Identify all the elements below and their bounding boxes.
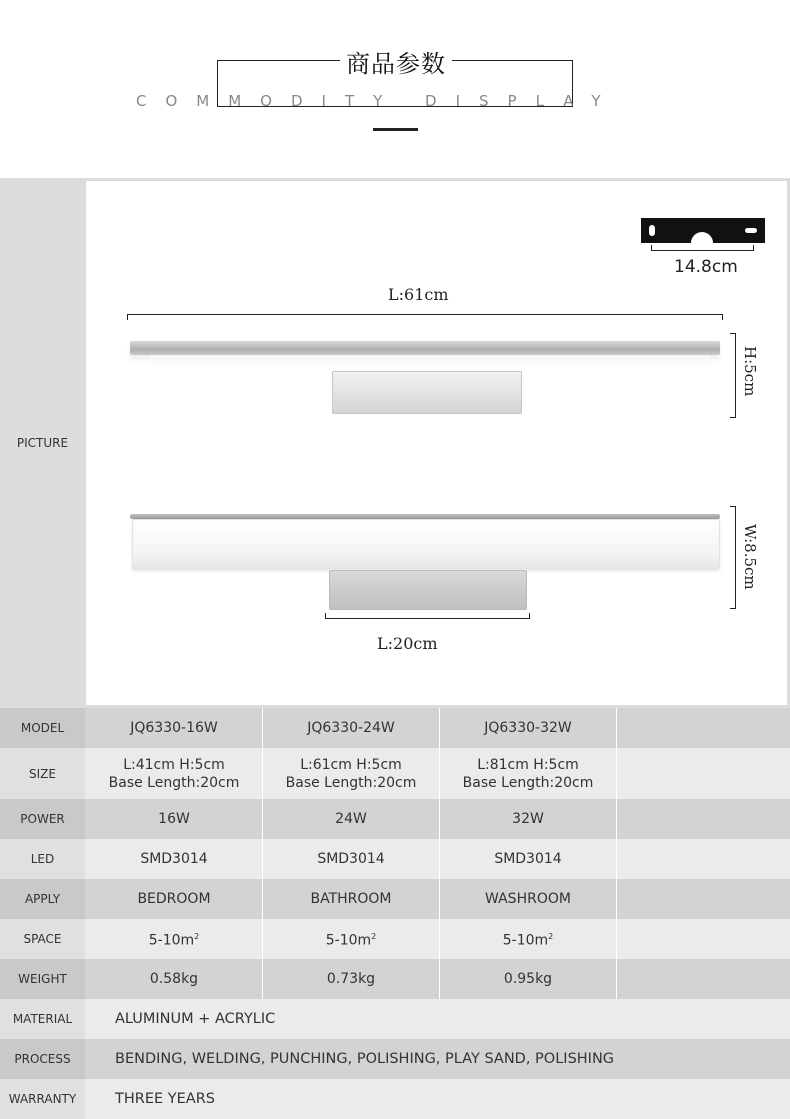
spec-cell: SMD3014: [140, 851, 208, 867]
plate-width-bracket: [651, 245, 754, 251]
spec-label: LED: [30, 852, 55, 866]
spec-label: MODEL: [20, 721, 65, 735]
spec-label: PROCESS: [14, 1052, 71, 1066]
spec-row-process: [0, 1039, 790, 1079]
spec-cell: 32W: [512, 811, 544, 827]
spec-label: WARRANTY: [8, 1092, 77, 1106]
spec-cell: 0.58kg: [149, 971, 199, 987]
spec-cell: WASHROOM: [485, 891, 571, 907]
spec-cell: JQ6330-32W: [484, 720, 572, 736]
spec-cell: $5-10m^2$: [502, 932, 554, 949]
spec-cell: SMD3014: [317, 851, 385, 867]
lamp-front-view-base: [329, 570, 527, 610]
spec-row-size: [0, 748, 790, 799]
spec-label: APPLY: [24, 892, 61, 906]
spec-cell: 24W: [335, 811, 367, 827]
spec-label: MATERIAL: [12, 1012, 73, 1026]
width-label: W:8.5cm: [741, 524, 759, 590]
spec-row-power: [0, 799, 790, 839]
section-title: 商品参数: [340, 44, 452, 79]
spec-cell: BEDROOM: [137, 891, 211, 907]
spec-cell: BATHROOM: [310, 891, 392, 907]
spec-row-led: [0, 839, 790, 879]
plate-notch: [691, 232, 713, 243]
lamp-front-view-panel: [132, 519, 720, 569]
title-underline: [373, 128, 418, 131]
base-length-label: L:20cm: [377, 634, 438, 653]
spec-value: THREE YEARS: [115, 1091, 215, 1107]
section-header: [0, 0, 790, 178]
spec-row-material: [0, 999, 790, 1039]
mounting-hole-icon: [649, 225, 655, 236]
picture-row: [0, 178, 790, 708]
spec-row-apply: [0, 879, 790, 919]
width-bracket: [730, 506, 736, 609]
height-label: H:5cm: [741, 346, 759, 397]
lamp-side-view-diffuser: [150, 355, 710, 369]
mounting-plate: [641, 218, 765, 243]
spec-cell: SMD3014: [494, 851, 562, 867]
spec-cell: 0.95kg: [503, 971, 553, 987]
length-bracket: [127, 314, 723, 320]
spec-label: SPACE: [23, 932, 62, 946]
base-length-bracket: [325, 613, 530, 619]
height-bracket: [730, 333, 736, 418]
spec-label: SIZE: [29, 766, 56, 781]
spec-value: ALUMINUM + ACRYLIC: [115, 1011, 276, 1027]
spec-value: BENDING, WELDING, PUNCHING, POLISHING, PLAY SAND, POLISHING: [115, 1051, 615, 1067]
section-subtitle: COMMODITY DISPLAY: [136, 92, 620, 110]
product-dimension-diagram: [86, 181, 787, 705]
spec-label: WEIGHT: [18, 972, 67, 986]
mounting-slot-icon: [745, 228, 757, 233]
spec-cell: L:61cm H:5cm Base Length:20cm: [285, 756, 417, 791]
spec-cell: 16W: [158, 811, 190, 827]
lamp-side-view-base: [332, 371, 522, 414]
spec-cell: JQ6330-16W: [130, 720, 218, 736]
spec-row-weight: [0, 959, 790, 999]
spec-row-space: [0, 919, 790, 959]
spec-cell: $5-10m^2$: [148, 932, 200, 949]
picture-label: PICTURE: [16, 436, 69, 450]
spec-row-warranty: [0, 1079, 790, 1119]
lamp-side-view-bar: [130, 341, 720, 355]
spec-cell: L:41cm H:5cm Base Length:20cm: [108, 756, 240, 791]
plate-width-label: 14.8cm: [674, 257, 738, 277]
spec-cell: L:81cm H:5cm Base Length:20cm: [462, 756, 594, 791]
spec-label: POWER: [20, 812, 65, 826]
spec-cell: JQ6330-24W: [307, 720, 395, 736]
spec-cell: 0.73kg: [326, 971, 376, 987]
length-label: L:61cm: [388, 285, 449, 304]
spec-cell: $5-10m^2$: [325, 932, 377, 949]
spec-row-model: [0, 708, 790, 748]
